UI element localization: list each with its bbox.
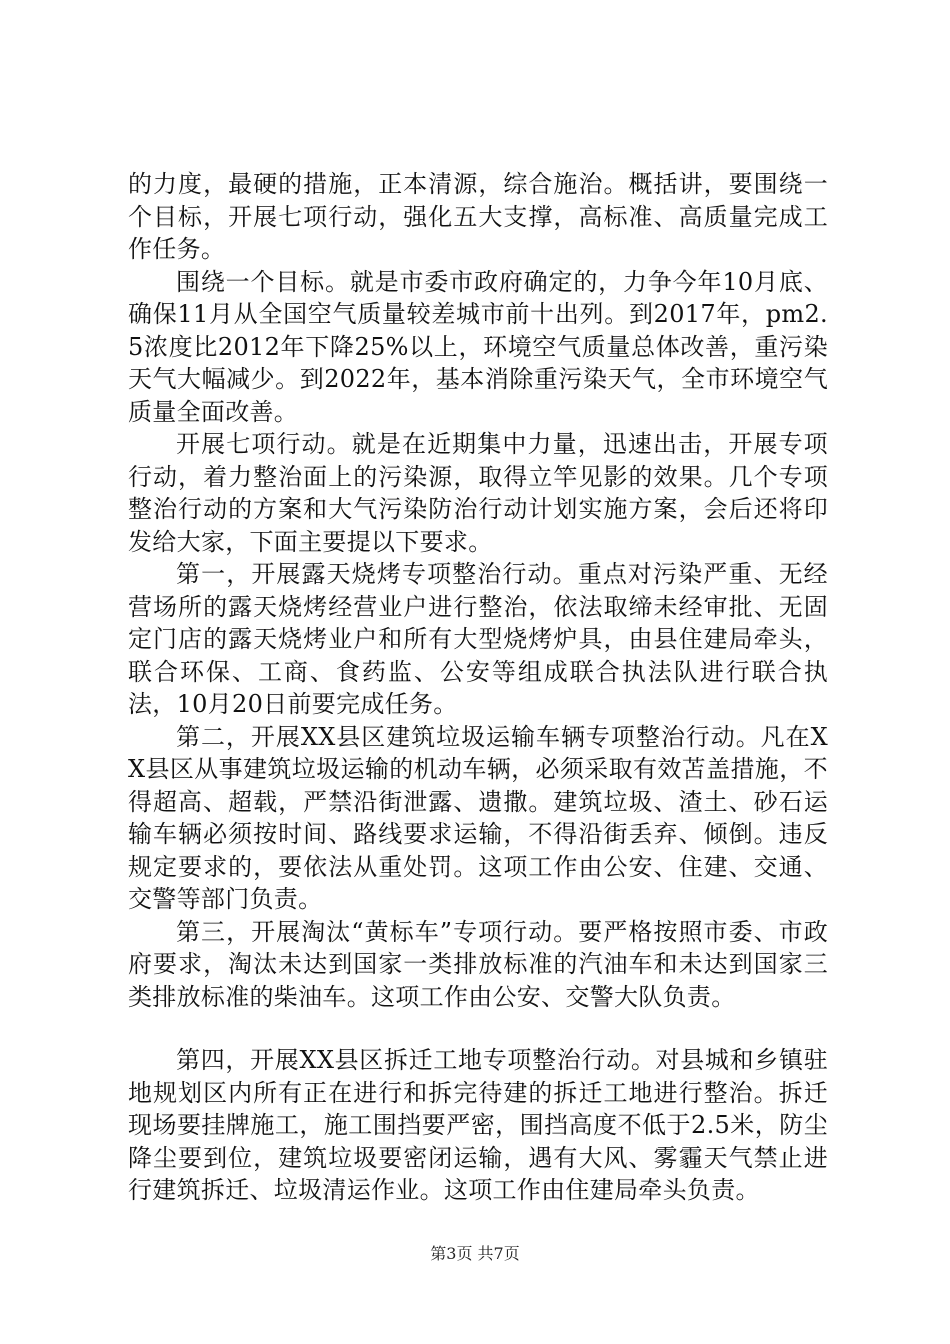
paragraph-action-2: 第二，开展XX县区建筑垃圾运输车辆专项整治行动。凡在XX县区从事建筑垃圾运输的机动车辆，必须采取有效苫盖措施，不得超高、超载，严禁沿街泄露、遗撒。建筑垃圾、渣土、砂石运输车辆必须按时间、路线要求运输，不得沿街丢弃、倾倒。违反规定要求的，要依法从重处罚。这项工作由公安、住建、交通、交警等部门负责。 (128, 722, 828, 913)
paragraph-action-3: 第三，开展淘汰“黄标车”专项行动。要严格按照市委、市政府要求，淘汰未达到国家一类排放标准的汽油车和未达到国家三类排放标准的柴油车。这项工作由公安、交警大队负责。 (128, 917, 828, 1011)
paragraph-action-4: 第四，开展XX县区拆迁工地专项整治行动。对县城和乡镇驻地规划区内所有正在进行和拆完待建的拆迁工地进行整治。拆迁现场要挂牌施工，施工围挡要严密，围挡高度不低于2.5米，防尘降尘要到位，建筑垃圾要密闭运输，遇有大风、雾霾天气禁止进行建筑拆迁、垃圾清运作业。这项工作由住建局牵头负责。 (128, 1046, 828, 1204)
paragraph-continuation: 的力度，最硬的措施，正本清源，综合施治。概括讲，要围绕一个目标，开展七项行动，强化五大支撑，高标准、高质量完成工作任务。 (128, 170, 828, 263)
paragraph-seven-actions: 开展七项行动。就是在近期集中力量，迅速出击，开展专项行动，着力整治面上的污染源，取得立竿见影的效果。几个专项整治行动的方案和大气污染防治行动计划实施方案，会后还将印发给大家，下面主要提以下要求。 (128, 430, 828, 556)
document-body (128, 168, 828, 1207)
page-number-footer: 第3页 共7页 (430, 1244, 520, 1263)
paragraph-gap (128, 1013, 828, 1044)
paragraph-goal: 围绕一个目标。就是市委市政府确定的，力争今年10月底、确保11月从全国空气质量较差城市前十出列。到2017年，pm2.5浓度比2012年下降25%以上，环境空气质量总体改善，重污染天气大幅减少。到2022年，基本消除重污染天气，全市环境空气质量全面改善。 (128, 267, 828, 426)
paragraph-action-1: 第一，开展露天烧烤专项整治行动。重点对污染严重、无经营场所的露天烧烤经营业户进行整治，依法取缔未经审批、无固定门店的露天烧烤业户和所有大型烧烤炉具，由县住建局牵头，联合环保、工商、食药监、公安等组成联合执法队进行联合执法，10月20日前要完成任务。 (128, 560, 828, 718)
